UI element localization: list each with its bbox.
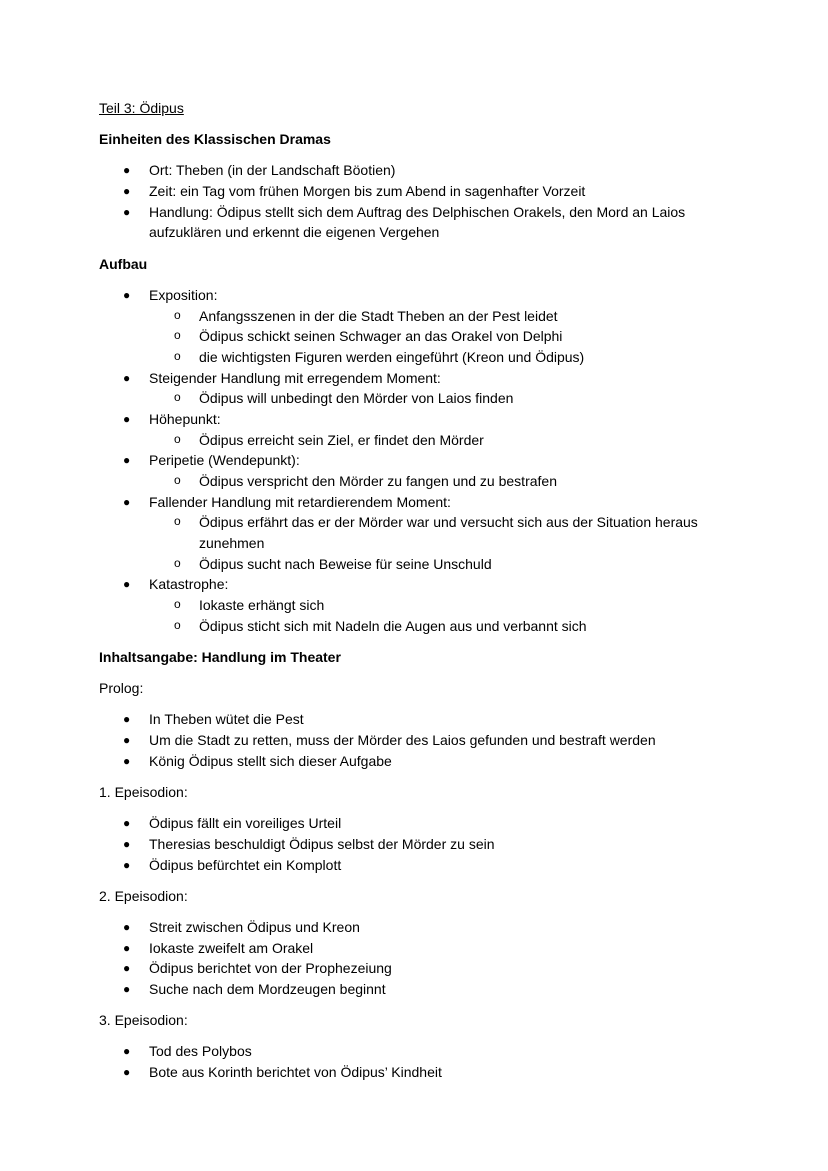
epeisodion-3-list	[99, 1041, 749, 1082]
part-label-epeisodion-3: 3. Epeisodion:	[99, 1012, 188, 1029]
sub-list-item: o Ödipus erreicht sein Ziel, er findet den Mörder	[99, 430, 749, 451]
bullet-icon: ●	[123, 163, 131, 178]
sub-list-item: o Iokaste erhängt sich	[99, 595, 749, 616]
part-label-prolog: Prolog:	[99, 680, 144, 697]
document-title: Teil 3: Ödipus	[99, 100, 184, 116]
bullet-icon: ●	[123, 370, 131, 385]
list-item: ● Exposition:	[99, 285, 749, 306]
list-item-continuation: aufzuklären und erkennt die eigenen Vergehen	[149, 224, 440, 241]
circle-bullet-icon: o	[174, 390, 181, 405]
bullet-icon: ●	[123, 857, 131, 872]
sub-list-item-continuation: zunehmen	[199, 535, 265, 552]
list-item: ● Handlung: Ödipus stellt sich dem Auftrag des Delphischen Orakels, den Mord an Laios	[99, 202, 749, 223]
list-item: ● In Theben wütet die Pest	[99, 709, 749, 730]
list-item: ● König Ödipus stellt sich dieser Aufgabe	[99, 751, 749, 772]
list-item: ● Katastrophe:	[99, 574, 749, 595]
list-item: ● Ödipus berichtet von der Prophezeiung	[99, 958, 749, 979]
section-heading-einheiten: Einheiten des Klassischen Dramas	[99, 131, 331, 148]
list-item: ● Theresias beschuldigt Ödipus selbst der Mörder zu sein	[99, 834, 749, 855]
document-page	[99, 98, 749, 1083]
list-item: ● Bote aus Korinth berichtet von Ödipus’ Kindheit	[99, 1062, 749, 1083]
list-item: ● Ort: Theben (in der Landschaft Böotien)	[99, 160, 749, 181]
circle-bullet-icon: o	[174, 617, 181, 632]
bullet-icon: ●	[123, 494, 131, 509]
prolog-list	[99, 709, 749, 771]
sub-list-item: o Anfangsszenen in der die Stadt Theben an der Pest leidet	[99, 306, 749, 327]
list-item: ● Ödipus befürchtet ein Komplott	[99, 855, 749, 876]
circle-bullet-icon: o	[174, 473, 181, 487]
list-item: ● Steigender Handlung mit erregendem Moment:	[99, 368, 749, 389]
circle-bullet-icon: o	[174, 597, 181, 612]
sub-list-item: o Ödipus erfährt das er der Mörder war und versucht sich aus der Situation heraus	[99, 512, 749, 533]
bullet-icon: ●	[123, 204, 131, 219]
bullet-icon: ●	[123, 753, 131, 768]
bullet-icon: ●	[123, 712, 131, 727]
sub-list-item: o Ödipus sucht nach Beweise für seine Unschuld	[99, 554, 749, 575]
bullet-icon: ●	[123, 453, 131, 468]
circle-bullet-icon: o	[174, 431, 181, 446]
list-item: ● Tod des Polybos	[99, 1041, 749, 1062]
bullet-icon: ●	[123, 919, 131, 934]
bullet-icon: ●	[123, 1065, 131, 1079]
bullet-icon: ●	[123, 981, 131, 996]
circle-bullet-icon: o	[174, 514, 181, 529]
aufbau-list	[99, 285, 749, 637]
bullet-icon: ●	[123, 816, 131, 831]
sub-list-item: o Ödipus verspricht den Mörder zu fangen und zu bestrafen	[99, 471, 749, 492]
circle-bullet-icon: o	[174, 307, 181, 322]
list-item: ● Ödipus fällt ein voreiliges Urteil	[99, 813, 749, 834]
list-item: ● Zeit: ein Tag vom frühen Morgen bis zum Abend in sagenhafter Vorzeit	[99, 181, 749, 202]
list-item: ● Höhepunkt:	[99, 409, 749, 430]
sub-list-item: o Ödipus schickt seinen Schwager an das Orakel von Delphi	[99, 326, 749, 347]
bullet-icon: ●	[123, 940, 131, 955]
list-item: ● Peripetie (Wendepunkt):	[99, 450, 749, 471]
bullet-icon: ●	[123, 733, 131, 748]
sub-list-item: o die wichtigsten Figuren werden eingeführt (Kreon und Ödipus)	[99, 347, 749, 368]
epeisodion-1-list	[99, 813, 749, 875]
bullet-icon: ●	[123, 287, 131, 302]
einheiten-list	[99, 160, 749, 243]
section-heading-inhaltsangabe: Inhaltsangabe: Handlung im Theater	[99, 649, 341, 665]
circle-bullet-icon: o	[174, 328, 181, 343]
bullet-icon: ●	[123, 961, 131, 976]
bullet-icon: ●	[123, 577, 131, 592]
bullet-icon: ●	[123, 411, 131, 426]
list-item: ● Streit zwischen Ödipus und Kreon	[99, 917, 749, 938]
list-item: ● Fallender Handlung mit retardierendem Moment:	[99, 492, 749, 513]
part-label-epeisodion-2: 2. Epeisodion:	[99, 887, 188, 904]
bullet-icon: ●	[123, 184, 131, 199]
epeisodion-2-list	[99, 917, 749, 1000]
bullet-icon: ●	[123, 1044, 131, 1059]
bullet-icon: ●	[123, 836, 131, 851]
sub-list-item: o Ödipus sticht sich mit Nadeln die Augen aus und verbannt sich	[99, 616, 749, 637]
list-item: ● Iokaste zweifelt am Orakel	[99, 938, 749, 959]
sub-list-item: o Ödipus will unbedingt den Mörder von Laios finden	[99, 388, 749, 409]
circle-bullet-icon: o	[174, 555, 181, 570]
section-heading-aufbau: Aufbau	[99, 255, 148, 272]
list-item: ● Suche nach dem Mordzeugen beginnt	[99, 979, 749, 1000]
list-item: ● Um die Stadt zu retten, muss der Mörder des Laios gefunden und bestraft werden	[99, 730, 749, 751]
circle-bullet-icon: o	[174, 348, 181, 363]
part-label-epeisodion-1: 1. Epeisodion:	[99, 783, 188, 800]
